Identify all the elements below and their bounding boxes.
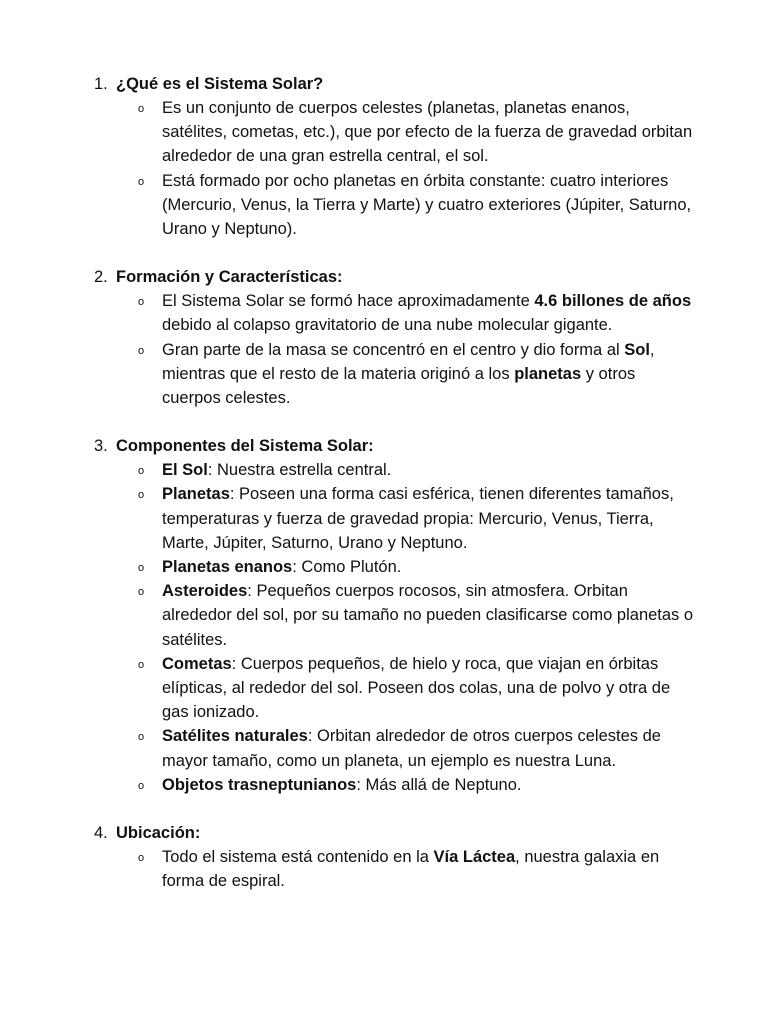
- text-run: : Poseen una forma casi esférica, tienen diferentes tamaños, temperaturas y fuerza de gravedad propia: Mercurio, Venus, Tierra, Marte, Júpiter, Saturno, Urano y Neptuno.: [162, 485, 674, 552]
- bullet-item: [0, 482, 768, 555]
- outline-section: [0, 265, 768, 410]
- bullet-item: [0, 458, 768, 482]
- bold-term: Objetos trasneptunianos: [162, 775, 357, 794]
- bullet-circle-icon: o: [138, 852, 145, 865]
- bullet-item: [0, 652, 768, 725]
- bullet-text: [162, 485, 674, 551]
- text-run: Gran parte de la masa se concentró en el centro y dio forma al: [162, 340, 625, 359]
- section-number: 2.: [94, 268, 108, 287]
- bullet-item: [0, 289, 768, 337]
- bullet-text: [162, 582, 693, 648]
- bullet-item: [0, 338, 768, 411]
- bullet-item: [0, 845, 768, 893]
- bullet-circle-icon: o: [138, 465, 145, 478]
- bullet-text: [162, 558, 401, 576]
- bullet-text: [162, 341, 655, 407]
- bullet-circle-icon: o: [138, 658, 145, 671]
- outline-section: [0, 72, 768, 241]
- bold-term: Cometas: [162, 654, 232, 673]
- text-run: El Sistema Solar se formó hace aproximadamente: [162, 292, 535, 311]
- bullet-text: [162, 848, 659, 890]
- section-title: Componentes del Sistema Solar:: [116, 437, 374, 456]
- bold-term: Sol: [624, 340, 650, 359]
- bullet-list: [0, 96, 768, 241]
- bullet-item: [0, 773, 768, 797]
- bullet-circle-icon: o: [138, 562, 145, 575]
- section-heading-row: [0, 434, 768, 458]
- section-title: Ubicación:: [116, 824, 201, 843]
- bullet-text: [162, 292, 691, 334]
- section-number: 3.: [94, 437, 108, 456]
- bullet-circle-icon: o: [138, 296, 145, 309]
- bullet-circle-icon: o: [138, 489, 145, 502]
- text-run: : Cuerpos pequeños, de hielo y roca, que viajan en órbitas elípticas, al rededor del sol. Poseen dos colas, una de polvo y otra de gas ionizado.: [162, 654, 671, 722]
- bullet-text: [162, 655, 670, 721]
- bullet-item: [0, 555, 768, 579]
- text-run: : Más allá de Neptuno.: [356, 775, 522, 794]
- bold-term: planetas: [514, 364, 582, 383]
- text-run: : Como Plutón.: [292, 558, 402, 577]
- section-heading-row: [0, 821, 768, 845]
- bold-term: El Sol: [162, 461, 208, 480]
- text-run: : Orbitan alrededor de otros cuerpos celestes de mayor tamaño, como un planeta, un ejemplo es nuestra Luna.: [162, 727, 661, 770]
- bullet-item: [0, 96, 768, 169]
- bold-term: Planetas enanos: [162, 558, 293, 577]
- section-heading-row: [0, 265, 768, 289]
- text-run: debido al colapso gravitatorio de una nube molecular gigante.: [162, 316, 613, 335]
- bullet-text: [162, 727, 661, 769]
- bullet-list: [0, 458, 768, 797]
- bullet-text: [162, 172, 691, 238]
- bullet-list: [0, 289, 768, 410]
- section-number: 4.: [94, 824, 108, 843]
- bullet-text: [162, 99, 692, 165]
- text-run: : Pequeños cuerpos rocosos, sin atmosfera. Orbitan alrededor del sol, por su tamaño no pueden clasificarse como planetas o satélites.: [162, 582, 694, 649]
- bullet-item: [0, 169, 768, 242]
- bold-term: 4.6 billones de años: [534, 292, 692, 311]
- bullet-circle-icon: o: [138, 779, 145, 792]
- outline-section: [0, 821, 768, 893]
- outline-section: [0, 434, 768, 797]
- bullet-text: [162, 461, 391, 479]
- bold-term: Asteroides: [162, 582, 248, 601]
- bullet-circle-icon: o: [138, 344, 145, 357]
- bullet-list: [0, 845, 768, 893]
- text-run: Todo el sistema está contenido en la: [162, 848, 434, 867]
- text-run: Está formado por ocho planetas en órbita constante: cuatro interiores (Mercurio, Venus, la Tierra y Marte) y cuatro exteriores (Júpiter, Saturno, Urano y Neptuno).: [162, 171, 692, 239]
- bullet-circle-icon: o: [138, 175, 145, 188]
- section-heading-row: [0, 72, 768, 96]
- text-run: , nuestra galaxia en forma de espiral.: [162, 848, 660, 891]
- section-number: 1.: [94, 75, 108, 93]
- bullet-circle-icon: o: [138, 731, 145, 744]
- bullet-circle-icon: o: [138, 103, 145, 115]
- bullet-circle-icon: o: [138, 586, 145, 599]
- section-title: ¿Qué es el Sistema Solar?: [116, 75, 324, 93]
- text-run: Es un conjunto de cuerpos celestes (planetas, planetas enanos, satélites, cometas, etc.), que por efecto de la fuerza de gravedad orbitan alrededor de una gran estrella central, el sol.: [162, 99, 693, 166]
- text-run: y otros cuerpos celestes.: [162, 364, 636, 408]
- bullet-item: [0, 724, 768, 772]
- document-page: [0, 72, 768, 917]
- section-title: Formación y Características:: [116, 268, 343, 287]
- bold-term: Vía Láctea: [433, 848, 516, 867]
- bold-term: Planetas: [162, 485, 230, 504]
- text-run: , mientras que el resto de la materia originó a los: [162, 340, 655, 383]
- bullet-text: [162, 776, 521, 794]
- bold-term: Satélites naturales: [162, 727, 308, 746]
- text-run: : Nuestra estrella central.: [207, 461, 392, 480]
- bullet-item: [0, 579, 768, 652]
